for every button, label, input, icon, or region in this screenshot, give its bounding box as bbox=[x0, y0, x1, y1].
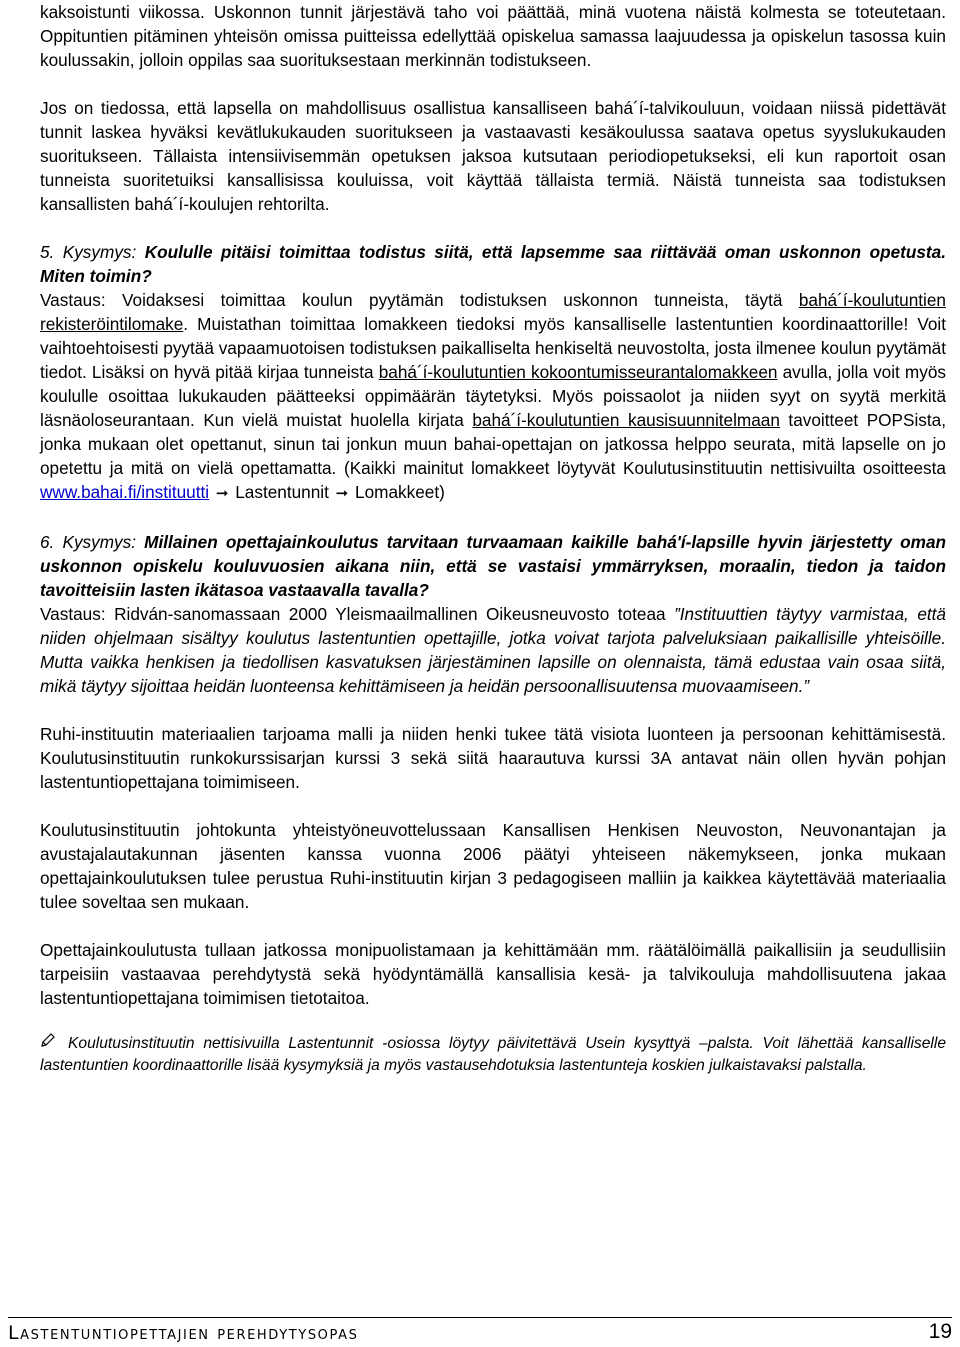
faq-note-text: Koulutusinstituutin nettisivuilla Lastentunnit -osiossa löytyy päivitettävä Usein kysyttyä –palsta. Voit lähettää kansalliselle lastentuntien koordinaattorille lisää kysymyksiä ja myös vastausehdotuksia lastentunteja koskien julkaistavaksi palstalla. bbox=[40, 1035, 946, 1074]
attendance-form-link[interactable]: bahá´í-koulutuntien kokoontumisseurantalomakkeen bbox=[378, 362, 778, 382]
answer-5-text-5: Lastentunnit bbox=[235, 482, 329, 502]
paragraph-8-text: Koulutusinstituutin johtokunta yhteistyöneuvottelussaan Kansallisen Henkisen Neuvoston, Neuvonantajan ja avustajalautakunnan jäsenten kanssa vuonna 2006 päätyi yhteiseen näkemykseen, jonka mukaan opettajainkoulutuksen tulee perustua Ruhi-instituutin kirjan 3 pedagogiseen malliin ja kaikkea käytettävää materiaalia tulee soveltaa sen mukaan. bbox=[40, 820, 946, 912]
arrow-right-icon: ➞ bbox=[335, 485, 349, 502]
paragraph-9 bbox=[40, 938, 946, 1010]
question-6 bbox=[40, 530, 946, 602]
faq-note bbox=[40, 1032, 946, 1077]
paragraph-8 bbox=[40, 818, 946, 914]
pencil-icon bbox=[40, 1032, 58, 1055]
footer-divider bbox=[8, 1317, 952, 1318]
question-6-label: 6. Kysymys: bbox=[40, 532, 137, 552]
institute-website-link[interactable]: www.bahai.fi/instituutti bbox=[40, 482, 210, 502]
page-number: 19 bbox=[928, 1320, 952, 1343]
paragraph-2-text: Jos on tiedossa, että lapsella on mahdollisuus osallistua kansalliseen bahá´í-talvikouluun, voidaan niissä pidettävät tunnit laskea hyväksi kevätlukukauden suoritukseen ja vastaavasti kesäkoulussa saatava opetus syyslukukauden suoritukseen. Tällaista intensiivisemmän opetuksen jaksoa kutsutaan periodiopetukseksi, eli kun raportoit osan tunneista suoritetuiksi kansallisissa kouluissa, voit käyttää tällaista termiä. Näistä tunneista saa todistuksen kansallisten bahá´í-koulujen rehtorilta. bbox=[40, 98, 946, 214]
paragraph-7-text: Ruhi-instituutin materiaalien tarjoama malli ja niiden henki tukee tätä visiota luonteen ja persoonan kehittämisestä. Koulutusinstituutin runkokurssisarjan kurssi 3 sekä siitä haarautuva kurssi 3A antavat näin ollen hyvän pohjan lastentuntiopettajana toimimiseen. bbox=[40, 724, 946, 792]
answer-5-text-1: Vastaus: Voidaksesi toimittaa koulun pyytämän todistuksen uskonnon tunneista, täytä bbox=[40, 290, 799, 310]
question-5-text: Koululle pitäisi toimittaa todistus siitä, että lapsemme saa riittävää oman uskonnon opetusta. Miten toimin? bbox=[40, 242, 946, 286]
answer-5-text-2: . Muistathan toimittaa lomakkeen tiedoksi myös kansalliselle lastentuntien koordinaattorille! Voit vaihtoehtoisesti pyytää vapaamuotoisen todistuksen paikalliselta henkiseltä neuvostolta, josta ilmenee koulun pyytämät tiedot. Lisäksi on hyvä pitää kirjaa tunneista bbox=[40, 314, 946, 382]
answer-6-quote: ”Instituuttien täytyy varmistaa, että niiden ohjelmaan sisältyy koulutus lastentuntien opettajille, jotka voivat tarjota palveluksiaan paikallisille yhteisöille. Mutta vaikka henkisen ja tiedollisen kasvatuksen järjestäminen lapsille on olennaista, tämä edustaa vain osaa siitä, mikä täytyy sijoittaa heidän luonteensa kehittämiseen ja heidän persoonallisuutensa muovaamiseen.” bbox=[40, 604, 946, 696]
document-body bbox=[40, 0, 946, 1077]
answer-6-text: Vastaus: Ridván-sanomassaan 2000 Yleismaailmallinen Oikeusneuvosto toteaa bbox=[40, 604, 675, 624]
paragraph-2 bbox=[40, 96, 946, 216]
question-5-label: 5. Kysymys: bbox=[40, 242, 137, 262]
arrow-right-icon: ➞ bbox=[215, 485, 229, 502]
paragraph-1 bbox=[40, 0, 946, 72]
answer-5-text-3: avulla, jolla voit myös koululle osoittaa lukukauden päätteeksi oppimäärän täytetyksi. Myös poissaolot ja niiden syyt on syytä merkitä läsnäoloseurantaan. Kun vielä muistat huolella kirjata bbox=[40, 362, 947, 430]
footer-title: Lastentuntiopettajien perehdytysopas bbox=[8, 1322, 359, 1344]
answer-6 bbox=[40, 602, 946, 698]
term-plan-link[interactable]: bahá´í-koulutuntien kausisuunnitelmaan bbox=[472, 410, 780, 430]
registration-form-link[interactable]: bahá´í-koulutuntien rekisteröintilomake bbox=[40, 290, 946, 334]
answer-5-text-6: Lomakkeet) bbox=[355, 482, 445, 502]
answer-5 bbox=[40, 288, 946, 506]
paragraph-7 bbox=[40, 722, 946, 794]
question-6-text: Millainen opettajainkoulutus tarvitaan turvaamaan kaikille bahá'í-lapsille hyvin järjestetty oman uskonnon opiskelu kouluvuosien aikana niin, että se vastaisi ymmärryksen, moraalin, tiedon ja taidon tavoitteisiin lasten ikätasoa vastaavalla tavalla? bbox=[40, 532, 947, 600]
paragraph-1-text: kaksoistunti viikossa. Uskonnon tunnit järjestävä taho voi päättää, minä vuotena näistä kolmesta se toteutetaan. Oppituntien pitäminen yhteisön omissa puitteissa edellyttää opiskelua samassa laajuudessa ja opiskelun tasossa kuin koulussakin, jolloin oppilas saa suorituksestaan merkinnän todistukseen. bbox=[40, 2, 946, 70]
answer-5-text-4: tavoitteet POPSista, jonka mukaan olet opettanut, sinun tai jonkun muun bahai-opettajan on jatkossa helppo seurata, mitä lapselle on jo opetettu ja mitä on vielä opettamatta. (Kaikki mainitut lomakkeet löytyvät Koulutusinstituutin nettisivuilta osoitteesta bbox=[40, 410, 946, 478]
question-5 bbox=[40, 240, 946, 288]
paragraph-9-text: Opettajainkoulutusta tullaan jatkossa monipuolistamaan ja kehittämään mm. räätälöimällä paikallisiin ja seudullisiin tarpeisiin vastaavaa perehdytystä sekä hyödyntämällä kansallisia kesä- ja talvikouluja mahdollisuutena jakaa lastentuntiopettajana toimimisen tietotaitoa. bbox=[40, 940, 946, 1008]
